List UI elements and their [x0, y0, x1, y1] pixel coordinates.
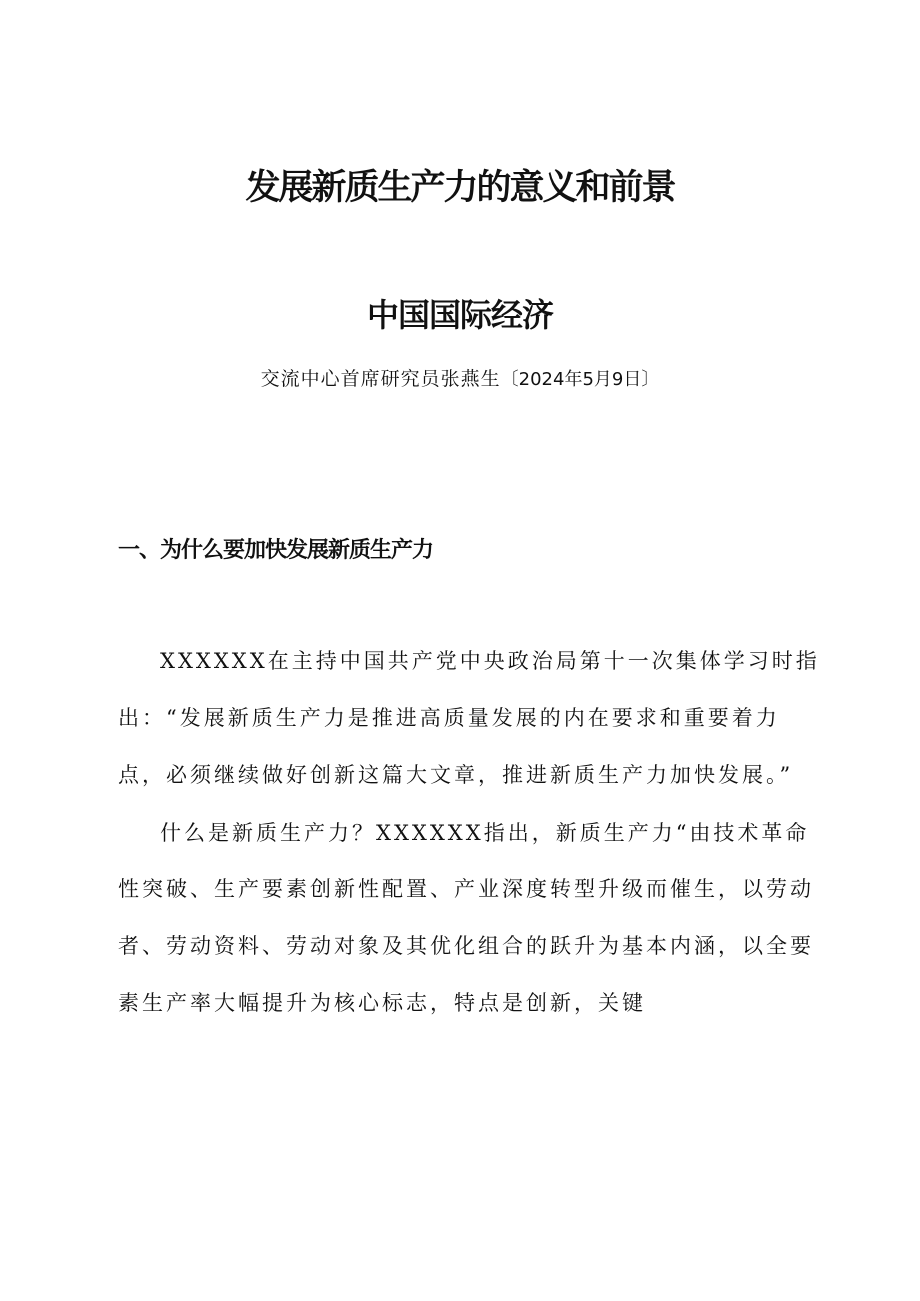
author-organization: 中国国际经济	[366, 296, 553, 334]
paragraph-line: 者、劳动资料、劳动对象及其优化组合的跃升为基本内涵，以全要	[118, 934, 814, 958]
document-title: 发展新质生产力的意义和前景	[245, 168, 675, 208]
paragraph-line: 出：“发展新质生产力是推进高质量发展的内在要求和重要着力	[118, 706, 780, 730]
author-byline	[0, 364, 920, 395]
author-title-name: 交流中心首席研究员张燕生	[260, 368, 501, 390]
publication-date: 〔2024年5月9日〕	[500, 369, 660, 390]
paragraph-line: XXXXXX在主持中国共产党中央政治局第十一次集体学习时指	[160, 649, 820, 673]
paragraph-line: 素生产率大幅提升为核心标志，特点是创新，关键	[118, 991, 646, 1015]
paragraph-line: 性突破、生产要素创新性配置、产业深度转型升级而催生，以劳动	[118, 877, 814, 901]
paragraph-line: 什么是新质生产力？XXXXXX指出，新质生产力“由技术革命	[160, 821, 810, 845]
paragraph-line: 点，必须继续做好创新这篇大文章，推进新质生产力加快发展。”	[118, 763, 794, 787]
section-heading: 一、为什么要加快发展新质生产力	[118, 538, 434, 563]
